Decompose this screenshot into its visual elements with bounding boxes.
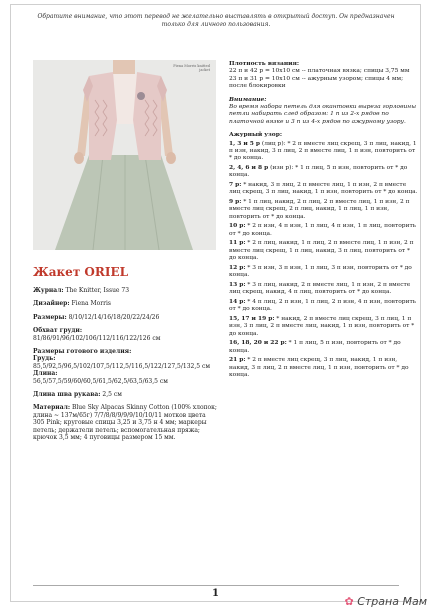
lace-row-text: * 1 п лиц, 5 п изн, повторить от * до конца. [229,340,401,354]
lace-row-number: 16, 18, 20 и 22 р: [229,339,287,347]
designer-line [33,300,218,307]
lace-rows [229,140,419,380]
chest-label: Грудь: [33,355,56,363]
bust-value: 81/86/91/96/102/106/112/116/122/126 см [33,334,161,342]
product-photo [33,60,216,250]
attention-text: Во время набора петель для окантовки выреза горловины петли набирать след образом: 1 п из 2-х рядов по платочной вязке и 3 п из 4-х рядов по ажурному узору. [229,104,416,125]
length-value: 56,5/57,5/59/60/60,5/61,5/62,5/63,5/63,5 см [33,377,168,385]
lace-row [229,181,419,197]
sleeve-label: Длина шва рукава: [33,391,101,399]
lace-row [229,239,419,262]
gauge-section [229,60,419,91]
lace-row [229,315,419,338]
lace-row-text: * 4 п лиц, 2 п изн, 1 п лиц, 2 п изн, 4 п изн, повторить от * до конца. [229,298,416,313]
sizes-value: 8/10/12/14/16/18/20/22/24/26 [66,313,160,321]
lace-row-number: 14 р: [229,297,246,305]
attention-title: Внимание: [229,95,267,103]
lace-row-number: 12 р: [229,263,246,271]
lace-row-number: 21 р: [229,356,246,364]
watermark-icon: ✿ [344,595,354,608]
lace-row-number: 13 р: [229,280,246,288]
magazine-line [33,287,218,294]
photo-caption: Fiena Morris knitted jacket [173,64,210,72]
lace-row-text: (лиц р): * 2 п вместе лиц скрещ, 3 п лиц, накид, 1 п изн, накид, 3 п лиц, 2 п вместе лиц, 1 п изн, повторить от * до конца. [229,140,417,162]
lace-row [229,140,419,163]
model-photo-illustration [33,60,216,250]
lace-row-number: 15, 17 и 19 р: [229,314,275,322]
lace-row-text: * 2 п вместе лиц скрещ, 3 п лиц, накид, 1 п изн, накид, 3 п лиц, 2 п вместе лиц, 1 п изн, повторить от * до конца. [229,357,409,379]
material-label: Материал: [33,404,71,412]
lace-row-text: * 2 п изн, 4 п изн, 1 п лиц, 4 п изн, 1 п лиц, повторить от * до конца. [229,223,416,237]
lace-row [229,298,419,314]
designer-label: Дизайнер: [33,300,70,308]
sizes-label: Размеры: [33,313,67,321]
lace-row-text: * 1 п лиц, накид, 2 п лиц, 2 п вместе лиц, 1 п изн, 2 п вместе лиц скрещ, 2 п лиц, накид, 1 п лиц, 1 п изн, повторить от * до конца. [229,199,410,220]
lace-row [229,339,419,355]
lace-row-text: (изн р): * 1 п лиц, 5 п изн, повторить от * до конца. [229,165,408,179]
sleeve-value: 2,5 см [100,391,122,399]
lace-title: Ажурный узор: [229,131,283,139]
lace-row [229,164,419,180]
finished-label: Размеры готового изделия: [33,348,132,356]
lace-row-number: 11 р: [229,239,246,247]
bust-line [33,327,218,342]
lace-row [229,356,419,379]
lace-row-text: * 3 п изн, 3 п изн, 1 п лиц, 3 п изн, повторить от * до конца. [229,264,412,279]
lace-row [229,222,419,238]
bust-label: Обхват груди: [33,327,83,335]
lace-row-number: 10 р: [229,222,246,230]
lace-row-number: 1, 3 и 5 р [229,139,261,147]
finished-size-block [33,348,218,385]
lace-row-text: * накид, 3 п лиц, 2 п вместе лиц, 1 п изн, 2 п вместе лиц скрещ, 3 п лиц, накид, 1 п изн, повторить от * до конца. [229,182,418,196]
designer-value: Fiena Morris [69,300,111,308]
magazine-label: Журнал: [33,287,64,294]
pattern-title: Жакет ORIEL [33,265,129,279]
length-label: Длина: [33,370,58,378]
lace-section [229,131,419,379]
lace-row [229,198,419,221]
gauge-title: Плотность вязания: [229,60,300,67]
sizes-line [33,314,218,321]
gauge-text: 22 п и 42 р = 10х10 см -- платочная вязка; спицы 3,75 мм 23 п и 31 р = 10х10 см -- ажурным узором; спицы 4 мм; после блокировки [229,68,410,90]
left-column [33,265,218,448]
material-line [33,404,218,441]
lace-row-text: * 2 п лиц, накид, 1 п лиц, 2 п вместе лиц, 1 п изн, 2 п вместе лиц скрещ, 1 п лиц, накид, 3 п лиц, повторить от * до конца. [229,240,414,262]
material-value: Blue Sky Alpacas Skinny Cotton (100% хлопок; длина ~ 137м/65г) 7/7/8/8/9/9/9/10/10/11 мотков цвета 305 Pink; круговые спицы 3,25 и 3,75 н 4 мм; маркеры петель; держатели петель; вспомогательная пряжа; крючок 3,5 мм; 4 пуговицы размером 15 мм. [33,404,217,442]
lace-row-number: 7 р: [229,181,242,189]
footer-rule [33,585,399,586]
page-number: 1 [212,588,219,599]
lace-row [229,281,419,297]
notice-text: Обратите внимание, что этот перевод не желательно выставлять в открытый доступ. Он предназначен только для личного пользования. [37,13,395,28]
document-page [10,4,421,602]
lace-row-number: 2, 4, 6 и 8 р [229,164,269,172]
lace-row [229,264,419,280]
lace-row-text: * накид, 2 п вместе лиц скрещ, 3 п лиц, 1 п изн, 3 п лиц, 2 п вместе лиц, накид, 1 п изн, повторить от * до конца. [229,315,415,337]
lace-row-text: * 3 п лиц, накид, 2 п вместе лиц, 1 п изн, 2 п вместе лиц скрещ, накид, 4 п лиц, повторить от * до конца. [229,281,411,296]
magazine-value: The Knitter, Issue 73 [63,287,130,294]
chest-value: 85,5/92,5/96,5/102/107,5/112,5/116,5/122/127,5/132,5 см [33,362,210,370]
right-column [229,60,419,385]
sleeve-line [33,391,218,398]
lace-row-number: 9 р: [229,198,242,206]
watermark-text: Страна Мам [357,595,427,608]
attention-section [229,96,419,127]
site-watermark [345,595,428,608]
